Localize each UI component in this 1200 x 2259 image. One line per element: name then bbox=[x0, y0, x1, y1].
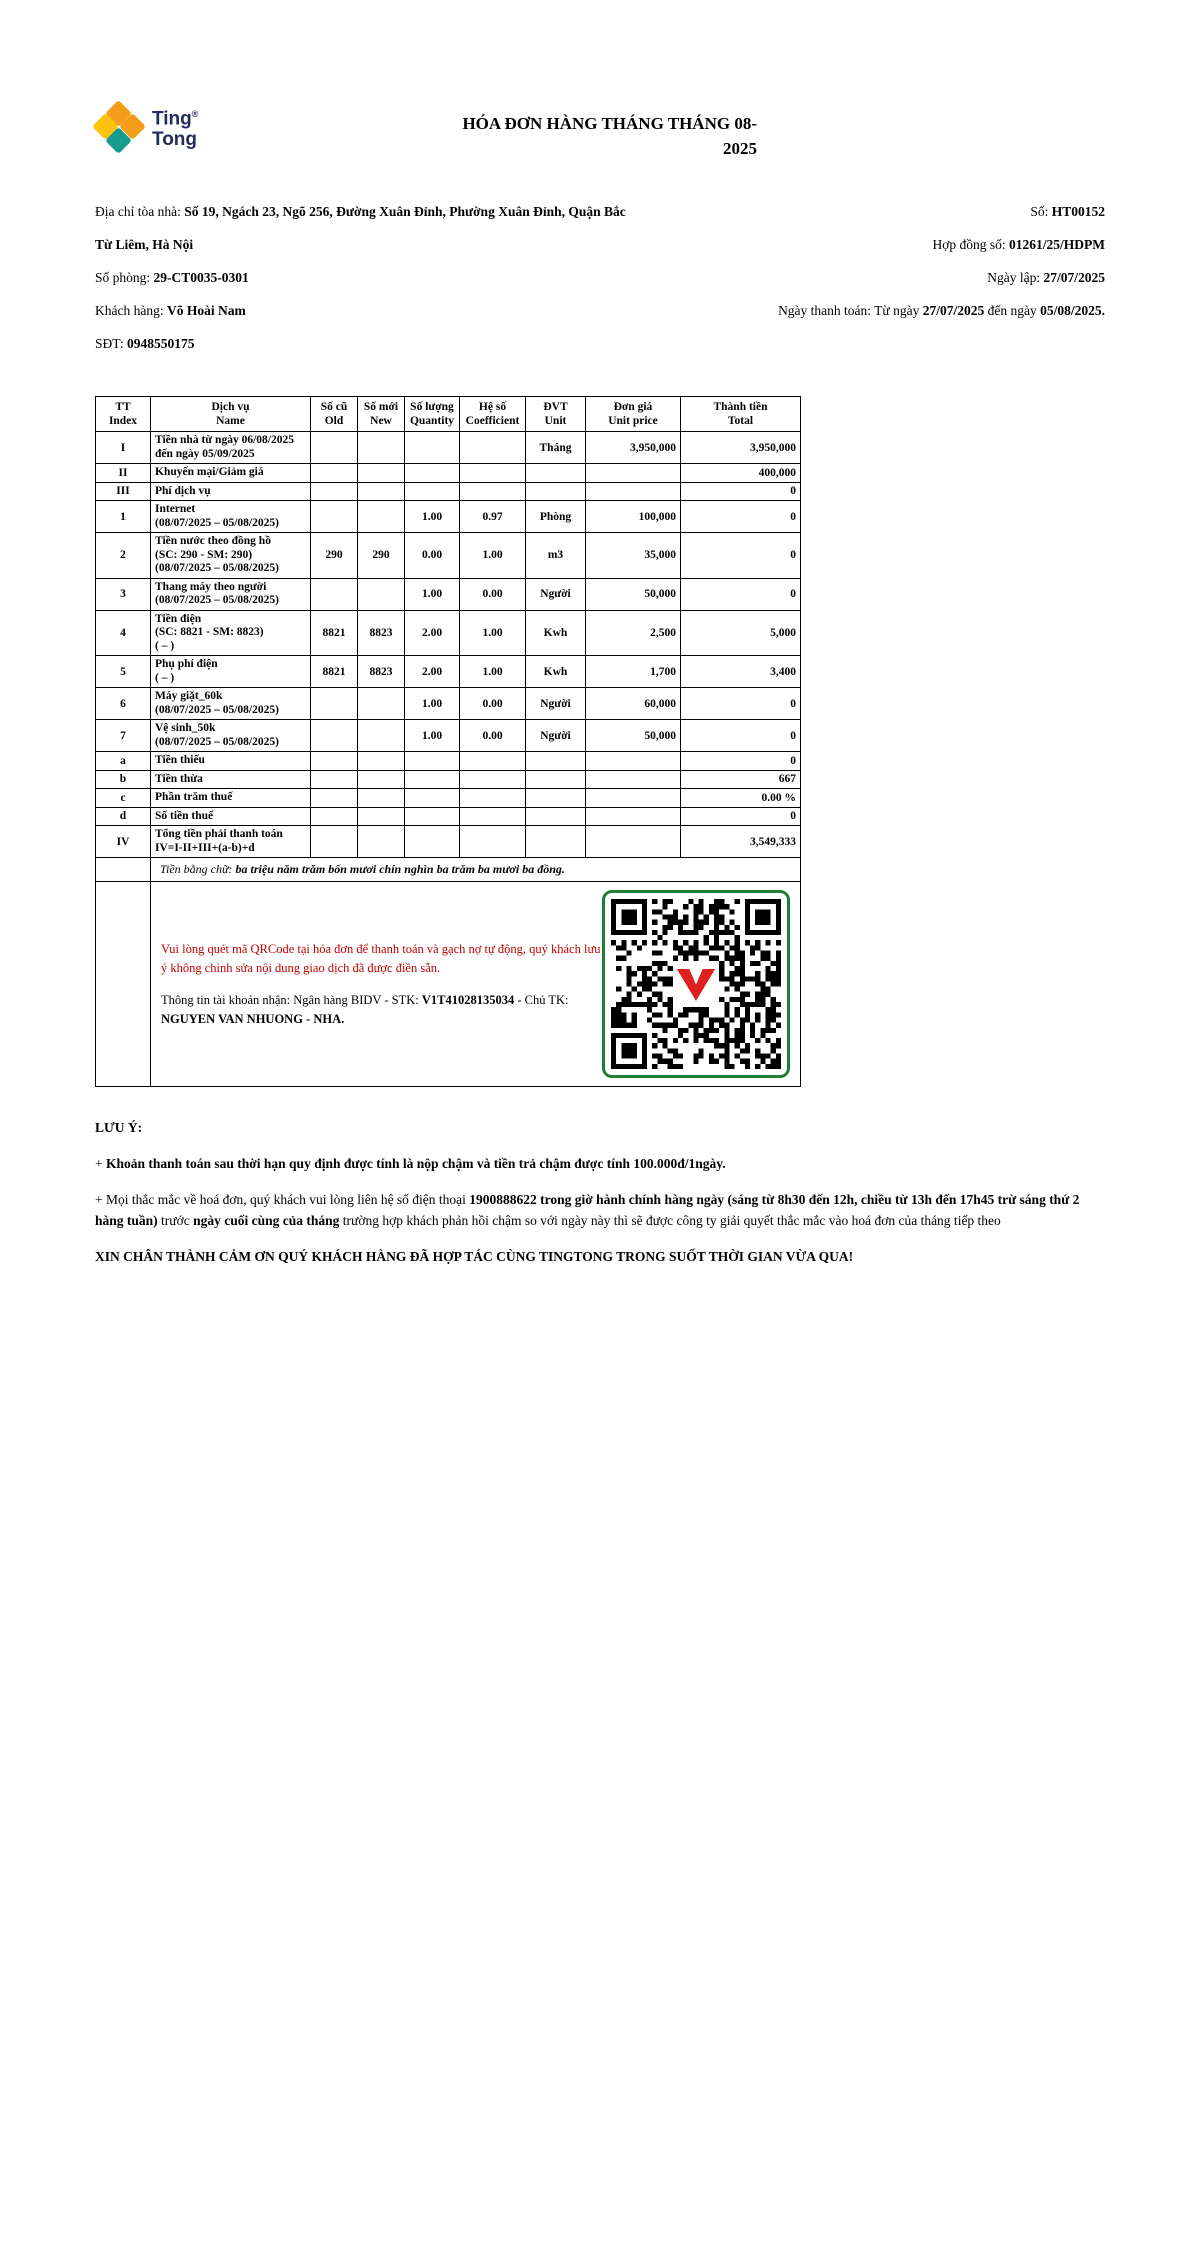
cell-quantity: 0.00 bbox=[405, 533, 460, 579]
invoice-row bbox=[96, 501, 801, 533]
cell-coefficient bbox=[460, 807, 526, 826]
cell-quantity: 1.00 bbox=[405, 688, 460, 720]
text-segment: 01261/25/HDPM bbox=[1009, 237, 1105, 252]
text-segment: Khách hàng: bbox=[95, 303, 167, 318]
text-segment: 0948550175 bbox=[126, 336, 195, 351]
invoice-info bbox=[95, 195, 1105, 360]
cell-quantity bbox=[405, 826, 460, 858]
text-segment: 1900888622 trong giờ hành chính hàng ngày (sáng từ 8h30 đến 12h, chiều từ 13h đến 17h45 trừ sáng thứ 2 hàng tuần) bbox=[95, 1192, 1080, 1228]
text-segment: Số phòng: bbox=[95, 270, 154, 285]
cell-unit-price: 60,000 bbox=[586, 688, 681, 720]
cell-unit: Người bbox=[526, 578, 586, 610]
cell-total: 0.00 % bbox=[681, 789, 801, 808]
cell-old bbox=[311, 720, 358, 752]
invoice-row bbox=[96, 578, 801, 610]
cell-coefficient bbox=[460, 770, 526, 789]
cell-old bbox=[311, 770, 358, 789]
cell-quantity bbox=[405, 752, 460, 771]
cell-service-name: Tổng tiền phải thanh toán IV=I-II+III+(a-b)+d bbox=[151, 826, 311, 858]
cell-new bbox=[358, 482, 405, 501]
invoice-row bbox=[96, 789, 801, 808]
invoice-table-body bbox=[96, 432, 801, 858]
invoice-row bbox=[96, 826, 801, 858]
text-segment: 29-CT0035-0301 bbox=[153, 270, 249, 285]
invoice-page bbox=[95, 0, 1105, 1267]
invoice-header bbox=[95, 103, 1105, 167]
text-segment: 27/07/2025 bbox=[1043, 270, 1105, 285]
info-line bbox=[95, 261, 640, 294]
cell-unit: Kwh bbox=[526, 610, 586, 656]
text-segment: trước bbox=[157, 1213, 194, 1228]
text-segment: Số 19, Ngách 23, Ngõ 256, Đường Xuân Đỉnh, Phường Xuân Đỉnh, Quận Bắc Từ Liêm, Hà Nội bbox=[95, 204, 626, 252]
text-segment: Ngày lập: bbox=[987, 270, 1044, 285]
cell-old bbox=[311, 501, 358, 533]
cell-unit bbox=[526, 752, 586, 771]
cell-coefficient bbox=[460, 789, 526, 808]
info-line bbox=[95, 195, 640, 261]
text-segment: + bbox=[95, 1156, 106, 1171]
cell-coefficient bbox=[460, 752, 526, 771]
text-segment: + Mọi thắc mắc về hoá đơn, quý khách vui lòng liên hệ số điện thoại bbox=[95, 1192, 470, 1207]
amount-in-words bbox=[151, 858, 801, 882]
cell-old bbox=[311, 688, 358, 720]
column-header-unit: ĐVT Unit bbox=[526, 397, 586, 432]
invoice-row bbox=[96, 656, 801, 688]
text-segment: ba triệu năm trăm bốn mươi chín nghìn ba trăm ba mươi ba đồng. bbox=[235, 862, 565, 876]
footer-paragraph bbox=[95, 1189, 1105, 1231]
cell-old bbox=[311, 578, 358, 610]
cell-coefficient bbox=[460, 826, 526, 858]
text-segment: 27/07/2025 bbox=[922, 303, 985, 318]
registered-mark: ® bbox=[191, 109, 199, 120]
cell-service-name: Tiền nhà từ ngày 06/08/2025 đến ngày 05/09/2025 bbox=[151, 432, 311, 464]
cell-old: 8821 bbox=[311, 656, 358, 688]
cell-quantity: 2.00 bbox=[405, 656, 460, 688]
cell-new bbox=[358, 578, 405, 610]
cell-new bbox=[358, 720, 405, 752]
cell-quantity: 1.00 bbox=[405, 578, 460, 610]
qr-code-image bbox=[611, 899, 781, 1069]
cell-total: 0 bbox=[681, 807, 801, 826]
cell-index: III bbox=[96, 482, 151, 501]
cell-quantity bbox=[405, 770, 460, 789]
cell-old bbox=[311, 807, 358, 826]
info-line bbox=[685, 195, 1105, 228]
text-segment: HT00152 bbox=[1051, 204, 1105, 219]
cell-unit-price: 50,000 bbox=[586, 578, 681, 610]
invoice-table-head bbox=[96, 397, 801, 432]
info-left bbox=[95, 195, 640, 360]
cell-coefficient: 1.00 bbox=[460, 610, 526, 656]
column-header-service-name: Dịch vụ Name bbox=[151, 397, 311, 432]
cell-total: 0 bbox=[681, 688, 801, 720]
bank-account-info bbox=[161, 991, 601, 1029]
cell-old bbox=[311, 464, 358, 483]
invoice-row bbox=[96, 610, 801, 656]
cell-quantity bbox=[405, 432, 460, 464]
column-header-unit-price: Đơn giá Unit price bbox=[586, 397, 681, 432]
text-segment: Võ Hoài Nam bbox=[166, 303, 246, 318]
cell-new: 290 bbox=[358, 533, 405, 579]
cell-unit-price bbox=[586, 482, 681, 501]
cell-index: c bbox=[96, 789, 151, 808]
cell-old bbox=[311, 482, 358, 501]
column-header-coefficient: Hệ số Coefficient bbox=[460, 397, 526, 432]
cell-new bbox=[358, 826, 405, 858]
text-segment: Thông tin tài khoản nhận: Ngân hàng BIDV - STK: bbox=[161, 992, 422, 1007]
cell-coefficient: 0.00 bbox=[460, 688, 526, 720]
cell-new bbox=[358, 752, 405, 771]
cell-old bbox=[311, 752, 358, 771]
cell-total: 0 bbox=[681, 578, 801, 610]
cell-index: IV bbox=[96, 826, 151, 858]
invoice-row bbox=[96, 432, 801, 464]
invoice-row bbox=[96, 482, 801, 501]
cell-coefficient bbox=[460, 432, 526, 464]
cell-index: d bbox=[96, 807, 151, 826]
cell-index: a bbox=[96, 752, 151, 771]
invoice-row bbox=[96, 752, 801, 771]
cell-unit-price: 100,000 bbox=[586, 501, 681, 533]
cell-service-name: Thang máy theo người (08/07/2025 – 05/08/2025) bbox=[151, 578, 311, 610]
cell-service-name: Tiền nước theo đồng hồ (SC: 290 - SM: 290) (08/07/2025 – 05/08/2025) bbox=[151, 533, 311, 579]
cell-index: 4 bbox=[96, 610, 151, 656]
info-line bbox=[685, 261, 1105, 294]
cell-total: 3,400 bbox=[681, 656, 801, 688]
cell-unit: Kwh bbox=[526, 656, 586, 688]
cell-quantity: 1.00 bbox=[405, 720, 460, 752]
cell-unit-price: 50,000 bbox=[586, 720, 681, 752]
tingtong-logo-icon bbox=[95, 103, 143, 151]
qr-instruction-text: Vui lòng quét mã QRCode tại hóa đơn để thanh toán và gạch nợ tự động, quý khách lưu ý không chỉnh sửa nội dung giao dịch đã được điền sẵn. bbox=[161, 941, 601, 975]
cell-unit: Người bbox=[526, 688, 586, 720]
column-header-quantity: Số lượng Quantity bbox=[405, 397, 460, 432]
logo-word-tong: Tong bbox=[152, 128, 198, 150]
tingtong-logo-text bbox=[152, 104, 198, 149]
cell-quantity bbox=[405, 482, 460, 501]
text-segment: - Chủ TK: bbox=[514, 992, 569, 1007]
cell-unit-price bbox=[586, 826, 681, 858]
cell-unit bbox=[526, 464, 586, 483]
cell-service-name: Máy giặt_60k (08/07/2025 – 05/08/2025) bbox=[151, 688, 311, 720]
cell-unit bbox=[526, 482, 586, 501]
cell-total: 0 bbox=[681, 501, 801, 533]
cell-coefficient: 0.00 bbox=[460, 578, 526, 610]
cell-index: 1 bbox=[96, 501, 151, 533]
cell-coefficient: 0.00 bbox=[460, 720, 526, 752]
invoice-row bbox=[96, 720, 801, 752]
empty-cell bbox=[96, 882, 151, 1087]
text-segment: NGUYEN VAN NHUONG - NHA. bbox=[161, 1011, 345, 1026]
info-line bbox=[95, 327, 640, 360]
cell-old bbox=[311, 789, 358, 808]
info-line bbox=[685, 294, 1105, 327]
cell-unit: m3 bbox=[526, 533, 586, 579]
header-row bbox=[96, 397, 801, 432]
cell-old: 8821 bbox=[311, 610, 358, 656]
cell-quantity bbox=[405, 464, 460, 483]
column-header-new: Số mới New bbox=[358, 397, 405, 432]
cell-coefficient bbox=[460, 482, 526, 501]
empty-cell bbox=[96, 858, 151, 882]
text-segment: Số: bbox=[1030, 204, 1052, 219]
cell-service-name: Tiền điện (SC: 8821 - SM: 8823) ( – ) bbox=[151, 610, 311, 656]
cell-unit: Tháng bbox=[526, 432, 586, 464]
cell-quantity: 1.00 bbox=[405, 501, 460, 533]
footer-notes bbox=[95, 1153, 1105, 1267]
cell-total: 5,000 bbox=[681, 610, 801, 656]
cell-quantity bbox=[405, 789, 460, 808]
cell-total: 0 bbox=[681, 482, 801, 501]
column-header-old: Số cũ Old bbox=[311, 397, 358, 432]
text-segment: Ngày thanh toán: Từ ngày bbox=[778, 303, 923, 318]
logo-word-ting: Ting bbox=[152, 108, 192, 130]
cell-index: b bbox=[96, 770, 151, 789]
text-segment: Hợp đồng số: bbox=[932, 237, 1009, 252]
cell-unit-price bbox=[586, 789, 681, 808]
invoice-row bbox=[96, 688, 801, 720]
cell-index: II bbox=[96, 464, 151, 483]
cell-total: 0 bbox=[681, 720, 801, 752]
text-segment: XIN CHÂN THÀNH CẢM ƠN QUÝ KHÁCH HÀNG ĐÃ HỢP TÁC CÙNG TINGTONG TRONG SUỐT THỜI GIAN VỪA QUA! bbox=[95, 1249, 854, 1264]
invoice-row bbox=[96, 533, 801, 579]
text-segment: V1T41028135034 bbox=[421, 992, 515, 1007]
cell-coefficient bbox=[460, 464, 526, 483]
text-segment: Khoản thanh toán sau thời hạn quy định được tính là nộp chậm và tiền trả chậm được tính 100.000đ/1ngày. bbox=[106, 1156, 726, 1171]
info-right bbox=[685, 195, 1105, 360]
cell-unit: Người bbox=[526, 720, 586, 752]
cell-new bbox=[358, 807, 405, 826]
qr-row bbox=[96, 882, 801, 1087]
cell-index: 6 bbox=[96, 688, 151, 720]
invoice-title: HÓA ĐƠN HÀNG THÁNG THÁNG 08-2025 bbox=[462, 114, 757, 158]
cell-service-name: Khuyến mại/Giảm giá bbox=[151, 464, 311, 483]
cell-old bbox=[311, 826, 358, 858]
invoice-row bbox=[96, 770, 801, 789]
footer-paragraph bbox=[95, 1246, 1105, 1267]
cell-old: 290 bbox=[311, 533, 358, 579]
cell-index: 2 bbox=[96, 533, 151, 579]
cell-new bbox=[358, 432, 405, 464]
invoice-table-footer bbox=[96, 858, 801, 1087]
text-segment: Địa chỉ tòa nhà: bbox=[95, 204, 185, 219]
cell-coefficient: 1.00 bbox=[460, 533, 526, 579]
amount-in-words-row bbox=[96, 858, 801, 882]
cell-total: 400,000 bbox=[681, 464, 801, 483]
column-header-index: TT Index bbox=[96, 397, 151, 432]
cell-unit-price: 2,500 bbox=[586, 610, 681, 656]
text-segment: trường hợp khách phản hồi chậm so với ngày này thì sẽ được công ty giải quyết thắc mắc vào hoá đơn của tháng tiếp theo bbox=[339, 1213, 1001, 1228]
cell-new: 8823 bbox=[358, 656, 405, 688]
info-line bbox=[95, 294, 640, 327]
cell-service-name: Phí dịch vụ bbox=[151, 482, 311, 501]
cell-unit bbox=[526, 770, 586, 789]
invoice-row bbox=[96, 807, 801, 826]
cell-old bbox=[311, 432, 358, 464]
qr-texts bbox=[161, 940, 601, 1029]
footer-heading: LƯU Ý: bbox=[95, 1120, 143, 1135]
cell-unit-price bbox=[586, 770, 681, 789]
cell-coefficient: 0.97 bbox=[460, 501, 526, 533]
footer-notes-section bbox=[95, 1117, 1105, 1267]
cell-unit bbox=[526, 789, 586, 808]
cell-unit bbox=[526, 826, 586, 858]
text-segment: Tiền bằng chữ: bbox=[160, 862, 236, 876]
text-segment: đến ngày bbox=[984, 303, 1041, 318]
cell-service-name: Phần trăm thuế bbox=[151, 789, 311, 808]
cell-unit-price: 3,950,000 bbox=[586, 432, 681, 464]
cell-total: 3,549,333 bbox=[681, 826, 801, 858]
text-segment: 05/08/2025. bbox=[1040, 303, 1105, 318]
tingtong-logo bbox=[95, 103, 225, 151]
cell-new bbox=[358, 789, 405, 808]
cell-total: 0 bbox=[681, 752, 801, 771]
cell-index: 3 bbox=[96, 578, 151, 610]
cell-total: 0 bbox=[681, 533, 801, 579]
column-header-total: Thành tiền Total bbox=[681, 397, 801, 432]
cell-quantity bbox=[405, 807, 460, 826]
cell-new bbox=[358, 501, 405, 533]
cell-quantity: 2.00 bbox=[405, 610, 460, 656]
cell-new bbox=[358, 770, 405, 789]
cell-service-name: Internet (08/07/2025 – 05/08/2025) bbox=[151, 501, 311, 533]
cell-service-name: Phụ phí điện ( – ) bbox=[151, 656, 311, 688]
footer-paragraph bbox=[95, 1153, 1105, 1174]
cell-index: 7 bbox=[96, 720, 151, 752]
info-line bbox=[685, 228, 1105, 261]
cell-unit-price: 35,000 bbox=[586, 533, 681, 579]
cell-new bbox=[358, 688, 405, 720]
cell-unit-price: 1,700 bbox=[586, 656, 681, 688]
cell-service-name: Số tiền thuế bbox=[151, 807, 311, 826]
cell-unit: Phòng bbox=[526, 501, 586, 533]
cell-total: 3,950,000 bbox=[681, 432, 801, 464]
invoice-table bbox=[95, 396, 801, 1087]
cell-service-name: Vệ sinh_50k (08/07/2025 – 05/08/2025) bbox=[151, 720, 311, 752]
cell-service-name: Tiền thừa bbox=[151, 770, 311, 789]
cell-service-name: Tiền thiếu bbox=[151, 752, 311, 771]
invoice-row bbox=[96, 464, 801, 483]
cell-new: 8823 bbox=[358, 610, 405, 656]
cell-total: 667 bbox=[681, 770, 801, 789]
cell-unit-price bbox=[586, 752, 681, 771]
qr-section bbox=[151, 882, 801, 1087]
cell-unit bbox=[526, 807, 586, 826]
text-segment: ngày cuối cùng của tháng bbox=[193, 1213, 340, 1228]
cell-new bbox=[358, 464, 405, 483]
cell-unit-price bbox=[586, 807, 681, 826]
cell-index: I bbox=[96, 432, 151, 464]
qr-code bbox=[602, 890, 790, 1078]
cell-index: 5 bbox=[96, 656, 151, 688]
text-segment: SĐT: bbox=[95, 336, 127, 351]
cell-unit-price bbox=[586, 464, 681, 483]
cell-coefficient: 1.00 bbox=[460, 656, 526, 688]
